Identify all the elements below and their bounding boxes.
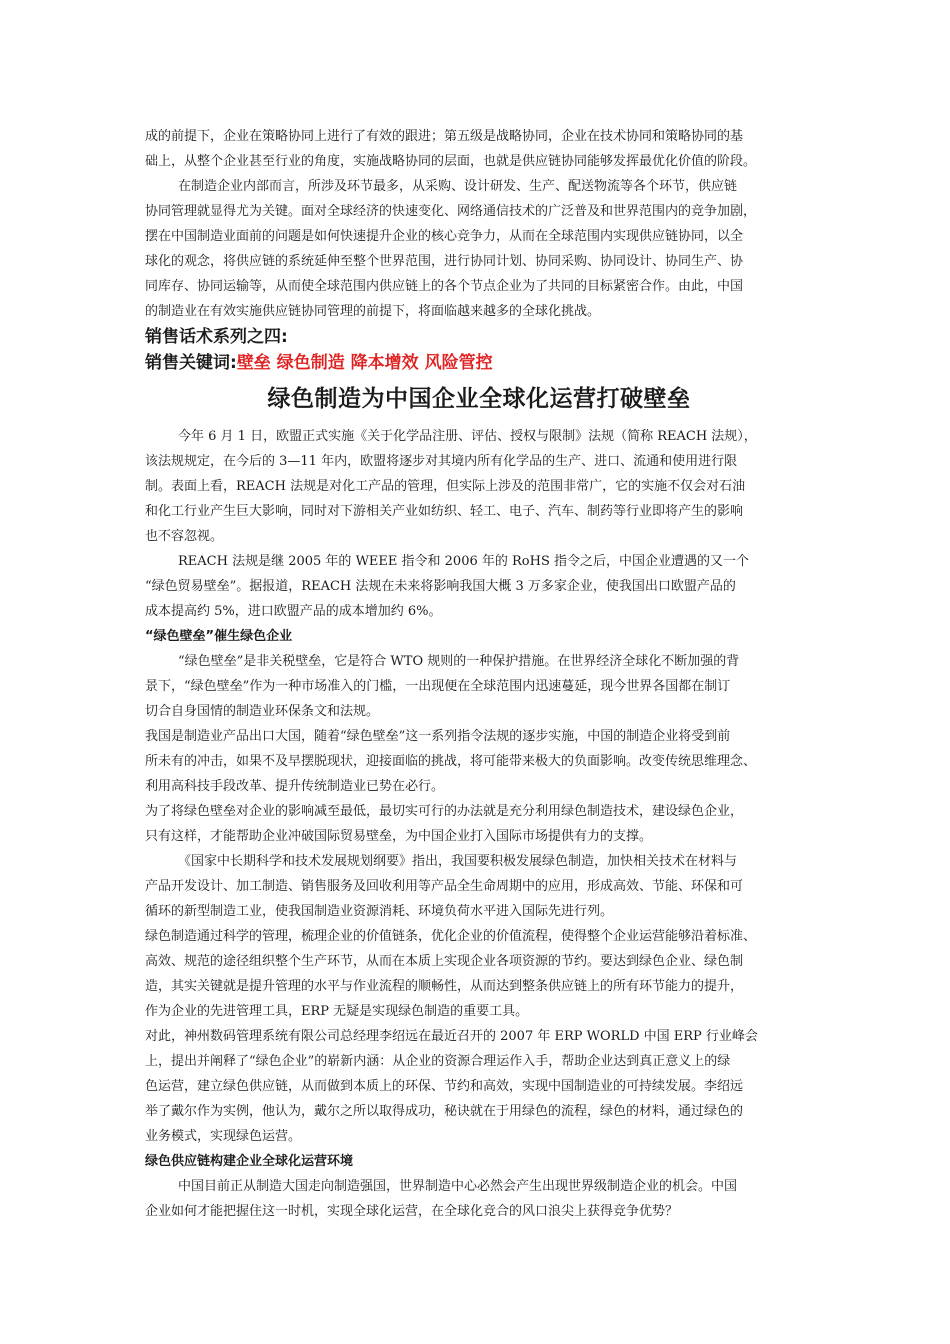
text-line: “绿色壁垒”是非关税壁垒，它是符合 WTO 规则的一种保护措施。在世界经济全球化不断加强的背	[178, 654, 740, 669]
article-paragraph-2	[145, 549, 813, 624]
text-line: 业务模式，实现绿色运营。	[145, 1129, 302, 1144]
article-paragraph-6	[145, 849, 813, 924]
text-line: 产品开发设计、加工制造、销售服务及回收利用等产品全生命周期中的应用，形成高效、节能、环保和可	[145, 879, 744, 894]
article-paragraph-9	[145, 1174, 813, 1224]
text-line: 造，其实关键就是提升管理的水平与作业流程的顺畅性，从而达到整条供应链上的所有环节能力的提升，	[145, 979, 744, 994]
article-paragraph-7	[145, 924, 813, 1024]
text-line: 今年 6 月 1 日，欧盟正式实施《关于化学品注册、评估、授权与限制》法规（简称 REACH 法规），	[178, 429, 757, 444]
text-line: 该法规规定，在今后的 3—11 年内，欧盟将逐步对其境内所有化学品的生产、进口、流通和使用进行限	[145, 454, 738, 469]
text-line: 利用高科技手段改革、提升传统制造业已势在必行。	[145, 779, 445, 794]
text-line: 础上，从整个企业甚至行业的角度，实施战略协同的层面，也就是供应链协同能够发挥最优化价值的阶段。	[145, 154, 757, 169]
keyword-risk-control: 风险管控	[424, 353, 493, 373]
text-line: 为了将绿色壁垒对企业的影响减至最低，最切实可行的办法就是充分利用绿色制造技术，建设绿色企业，	[145, 804, 744, 819]
section-heading-green-barrier: “绿色壁垒”催生绿色企业	[145, 629, 293, 644]
series-heading: 销售话术系列之四:	[145, 327, 288, 347]
article-title: 绿色制造为中国企业全球化运营打破壁垒	[267, 385, 691, 412]
text-line: 色运营，建立绿色供应链，从而做到本质上的环保、节约和高效，实现中国制造业的可持续发展。李绍远	[145, 1079, 744, 1094]
text-line: 作为企业的先进管理工具，ERP 无疑是实现绿色制造的重要工具。	[145, 1004, 529, 1019]
text-line: 举了戴尔作为实例，他认为，戴尔之所以取得成功，秘诀就在于用绿色的流程，绿色的材料，通过绿色的	[145, 1104, 744, 1119]
text-line: 所未有的冲击，如果不及早摆脱现状，迎接面临的挑战，将可能带来极大的负面影响。改变传统思维理念、	[145, 754, 757, 769]
text-line: 我国是制造业产品出口大国，随着“绿色壁垒”这一系列指令法规的逐步实施，中国的制造企业将受到前	[145, 729, 731, 744]
text-line: 制。表面上看，REACH 法规是对化工产品的管理，但实际上涉及的范围非常广，它的实施不仅会对石油	[145, 479, 746, 494]
text-line: 也不容忽视。	[145, 529, 224, 544]
text-line: REACH 法规是继 2005 年的 WEEE 指令和 2006 年的 RoHS 指令之后，中国企业遭遇的又一个	[178, 554, 749, 569]
text-line: 循环的新型制造工业，使我国制造业资源消耗、环境负荷水平进入国际先进行列。	[145, 904, 614, 919]
text-line: 的制造业在有效实施供应链协同管理的前提下，将面临越来越多的全球化挑战。	[145, 304, 601, 319]
keyword-barrier: 壁垒	[236, 353, 271, 373]
text-line: 只有这样，才能帮助企业冲破国际贸易壁垒，为中国企业打入国际市场提供有力的支撑。	[145, 829, 653, 844]
article-paragraph-4	[145, 724, 813, 799]
article-paragraph-8	[145, 1024, 813, 1149]
text-line: 景下，“绿色壁垒”作为一种市场准入的门槛，一出现便在全球范围内迅速蔓延，现今世界各国都在制订	[145, 679, 731, 694]
text-line: 协同管理就显得尤为关键。面对全球经济的快速变化、网络通信技术的广泛普及和世界范围内的竞争加剧，	[145, 204, 757, 219]
text-line: 同库存、协同运输等，从而使全球范围内供应链上的各个节点企业为了共同的目标紧密合作。由此，中国	[145, 279, 744, 294]
text-line: 《国家中长期科学和技术发展规划纲要》指出，我国要积极发展绿色制造，加快相关技术在材料与	[178, 854, 738, 869]
text-line: 绿色制造通过科学的管理，梳理企业的价值链条，优化企业的价值流程，使得整个企业运营能够沿着标准、	[145, 929, 757, 944]
text-line: 切合自身国情的制造业环保条文和法规。	[145, 704, 380, 719]
article-paragraph-3	[145, 649, 813, 724]
article-paragraph-5	[145, 799, 813, 849]
text-line: 成本提高约 5%，进口欧盟产品的成本增加约 6%。	[145, 604, 442, 619]
keyword-cost-efficiency: 降本增效	[350, 353, 419, 373]
text-line: 中国目前正从制造大国走向制造强国，世界制造中心必然会产生出现世界级制造企业的机会。中国	[178, 1179, 738, 1194]
document-page	[145, 124, 813, 1224]
intro-paragraph-2	[145, 174, 813, 324]
article-paragraph-1	[145, 424, 813, 549]
text-line: 成的前提下，企业在策略协同上进行了有效的跟进；第五级是战略协同，企业在技术协同和策略协同的基	[145, 129, 744, 144]
text-line: 摆在中国制造业面前的问题是如何快速提升企业的核心竞争力，从而在全球范围内实现供应链协同，以全	[145, 229, 744, 244]
text-line: 在制造企业内部而言，所涉及环节最多，从采购、设计研发、生产、配送物流等各个环节，供应链	[178, 179, 738, 194]
text-line: 上，提出并阐释了“绿色企业”的崭新内涵：从企业的资源合理运作入手，帮助企业达到真正意义上的绿	[145, 1054, 731, 1069]
keywords-line	[145, 350, 813, 376]
text-line: 球化的观念，将供应链的系统延伸至整个世界范围，进行协同计划、协同采购、协同设计、协同生产、协	[145, 254, 744, 269]
section-heading-green-supply-chain: 绿色供应链构建企业全球化运营环境	[145, 1154, 354, 1169]
intro-paragraph-1	[145, 124, 813, 174]
text-line: 高效、规范的途径组织整个生产环节，从而在本质上实现企业各项资源的节约。要达到绿色企业、绿色制	[145, 954, 744, 969]
keywords-label: 销售关键词:	[145, 353, 237, 373]
text-line: “绿色贸易壁垒”。据报道，REACH 法规在未来将影响我国大概 3 万多家企业，使我国出口欧盟产品的	[145, 579, 736, 594]
text-line: 企业如何才能把握住这一时机，实现全球化运营，在全球化竞合的风口浪尖上获得竞争优势？	[145, 1204, 679, 1219]
keyword-green-manufacturing: 绿色制造	[276, 353, 345, 373]
text-line: 和化工行业产生巨大影响，同时对下游相关产业如纺织、轻工、电子、汽车、制药等行业即将产生的影响	[145, 504, 744, 519]
text-line: 对此，神州数码管理系统有限公司总经理李绍远在最近召开的 2007 年 ERP WORLD 中国 ERP 行业峰会	[145, 1029, 758, 1044]
